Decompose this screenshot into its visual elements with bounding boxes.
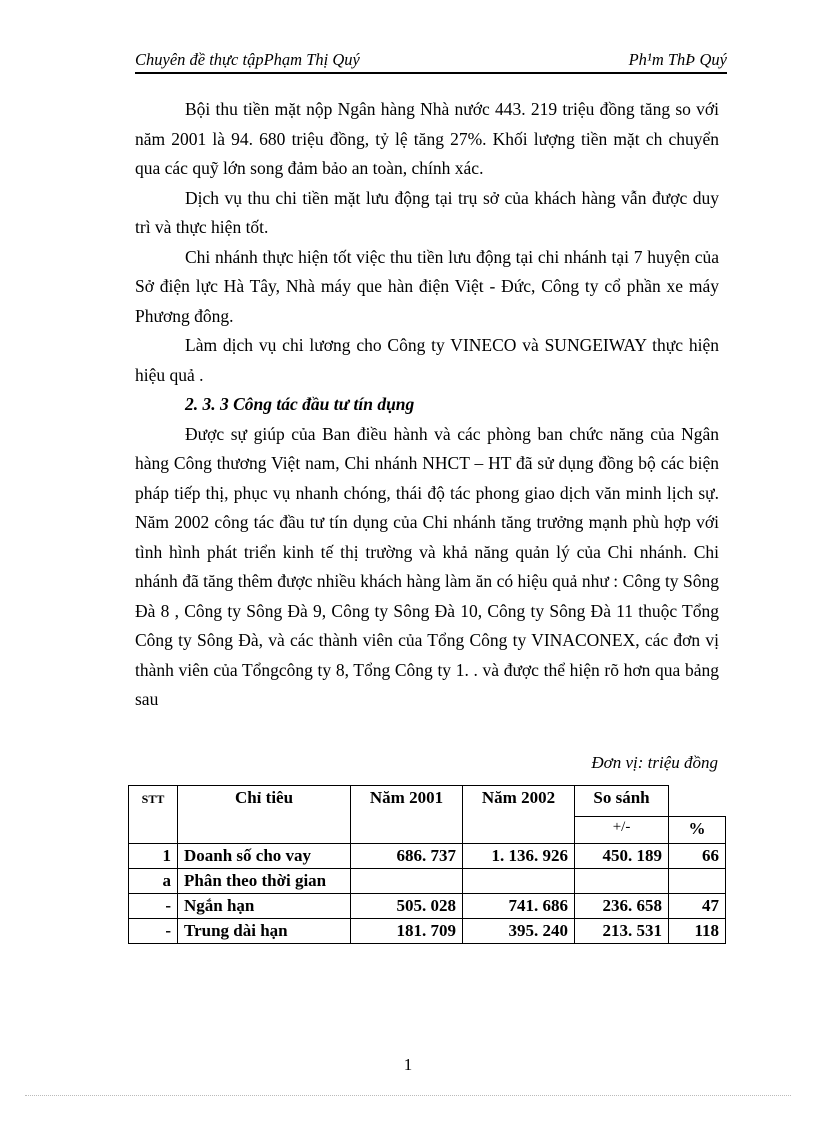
header-indicator: Chỉ tiêu bbox=[178, 786, 351, 844]
paragraph: Bội thu tiền mặt nộp Ngân hàng Nhà nước 443. 219 triệu đồng tăng so với năm 2001 là 94. 680 triệu đồng, tỷ lệ tăng 27%. Khối lượng tiền mặt ch chuyển qua các quỹ lớn song đảm bảo an toàn, chính xác. bbox=[135, 99, 719, 178]
page-header bbox=[135, 50, 727, 74]
table-header-row bbox=[129, 786, 726, 817]
cell-stt: - bbox=[129, 919, 178, 944]
paragraph: Chi nhánh thực hiện tốt việc thu tiền lưu động tại chi nhánh tại 7 huyện của Sở điện lực Hà Tây, Nhà máy que hàn điện Việt - Đức, Công ty cổ phần xe máy Phương đông. bbox=[135, 246, 719, 326]
loan-table bbox=[128, 785, 726, 944]
header-right-author: Ph¹m ThÞ Quý bbox=[628, 50, 727, 69]
unit-note: Đơn vị: triệu đồng bbox=[591, 753, 718, 772]
cell-2001: 505. 028 bbox=[351, 894, 463, 919]
cell-diff: 213. 531 bbox=[575, 919, 669, 944]
header-diff: +/- bbox=[575, 817, 669, 844]
cell-indicator: Trung dài hạn bbox=[178, 919, 351, 944]
cell-stt: 1 bbox=[129, 844, 178, 869]
table-row bbox=[129, 844, 726, 869]
table-row bbox=[129, 869, 726, 894]
body-text bbox=[135, 95, 719, 715]
cell-pct bbox=[669, 869, 726, 894]
table-row bbox=[129, 894, 726, 919]
header-compare: So sánh bbox=[575, 786, 669, 817]
header-blank bbox=[669, 786, 726, 817]
cell-diff: 450. 189 bbox=[575, 844, 669, 869]
paragraph: Làm dịch vụ chi lương cho Công ty VINECO và SUNGEIWAY thực hiện hiệu quả . bbox=[135, 335, 719, 385]
header-2002: Năm 2002 bbox=[463, 786, 575, 844]
cell-pct: 66 bbox=[669, 844, 726, 869]
table-row bbox=[129, 919, 726, 944]
cell-2002: 395. 240 bbox=[463, 919, 575, 944]
paragraph: Được sự giúp của Ban điều hành và các phòng ban chức năng của Ngân hàng Công thương Việt nam, Chi nhánh NHCT – HT đã sử dụng đồng bộ các biện pháp tiếp thị, phục vụ nhanh chóng, thái độ tác phong giao dịch văn minh lịch sự. Năm 2002 công tác đầu tư tín dụng của Chi nhánh tăng trưởng mạnh phù hợp với tình hình phát triển kinh tế thị trường và khả năng quản lý của Chi nhánh. Chi nhánh đã tăng thêm được nhiều khách hàng làm ăn có hiệu quả như : Công ty Sông Đà 8 , Công ty Sông Đà 9, Công ty Sông Đà 10, Công ty Sông Đà 11 thuộc Tổng Công ty Sông Đà, và các thành viên của Tổng Công ty VINACONEX, các đơn vị thành viên của Tổngcông ty 8, Tổng Công ty 1. . và được thể hiện rõ hơn qua bảng sau bbox=[135, 423, 719, 709]
cell-indicator: Phân theo thời gian bbox=[178, 869, 351, 894]
page-number: 1 bbox=[403, 1055, 413, 1074]
cell-diff bbox=[575, 869, 669, 894]
cell-stt: a bbox=[129, 869, 178, 894]
cell-2002: 1. 136. 926 bbox=[463, 844, 575, 869]
cell-indicator: Ngắn hạn bbox=[178, 894, 351, 919]
cell-indicator: Doanh số cho vay bbox=[178, 844, 351, 869]
cell-diff: 236. 658 bbox=[575, 894, 669, 919]
header-left-title: Chuyên đề thực tậpPhạm Thị Quý bbox=[135, 50, 360, 69]
cell-2001: 181. 709 bbox=[351, 919, 463, 944]
page-bottom-divider bbox=[25, 1095, 791, 1096]
cell-2002: 741. 686 bbox=[463, 894, 575, 919]
cell-2001: 686. 737 bbox=[351, 844, 463, 869]
cell-pct: 47 bbox=[669, 894, 726, 919]
cell-stt: - bbox=[129, 894, 178, 919]
cell-2002 bbox=[463, 869, 575, 894]
header-pct: % bbox=[669, 817, 726, 844]
cell-pct: 118 bbox=[669, 919, 726, 944]
paragraph: Dịch vụ thu chi tiền mặt lưu động tại trụ sở của khách hàng vẫn được duy trì và thực hiện tốt. bbox=[135, 187, 719, 237]
header-stt: STT bbox=[129, 786, 178, 844]
header-2001: Năm 2001 bbox=[351, 786, 463, 844]
cell-2001 bbox=[351, 869, 463, 894]
section-heading: 2. 3. 3 Công tác đầu tư tín dụng bbox=[185, 394, 415, 414]
